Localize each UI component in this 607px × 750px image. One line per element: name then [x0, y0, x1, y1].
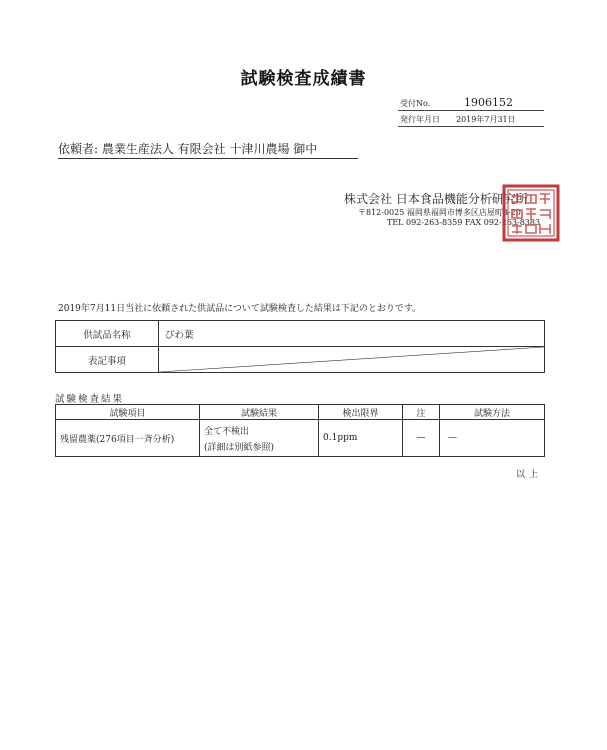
issue-date-label: 発行年月日 — [400, 115, 440, 124]
closing-mark: 以上 — [516, 470, 543, 480]
intro-text: 2019年7月11日当社に依頼された供試品について試験検査した結果は下記のとおりです。 — [58, 304, 422, 314]
result-line-2: (詳細は別紙参照) — [204, 442, 275, 453]
result-line-1: 全て不検出 — [204, 426, 250, 437]
results-table — [55, 404, 545, 457]
cell-detection-limit: 0.1ppm — [319, 420, 403, 457]
header-test-item: 試験項目 — [56, 405, 200, 420]
header-test-method: 試験方法 — [440, 405, 545, 420]
receipt-number-value: 1906152 — [464, 96, 513, 109]
results-header-row — [56, 405, 545, 420]
header-test-result: 試験結果 — [200, 405, 319, 420]
header-detection-limit: 検出限界 — [319, 405, 403, 420]
diagonal-strike-line — [159, 347, 544, 372]
client-name: 依頼者: 農業生産法人 有限会社 十津川農場 御中 — [58, 140, 358, 159]
receipt-number-row — [398, 96, 544, 111]
results-section-title: 試験検査結果 — [55, 394, 125, 405]
sample-name-label: 供試品名称 — [56, 321, 159, 347]
issue-date-value: 2019年7月31日 — [456, 115, 516, 124]
cell-test-method: — — [440, 420, 545, 457]
sample-info-table — [55, 320, 545, 373]
notation-label: 表記事項 — [56, 347, 159, 373]
company-name: 株式会社 日本食品機能分析研究所 — [344, 192, 528, 206]
company-phone-fax: TEL 092-263-8359 FAX 092-263-8383 — [387, 218, 541, 227]
document-title: 試験検査成績書 — [240, 69, 367, 89]
sample-name-value: びわ葉 — [159, 321, 545, 347]
receipt-number-label: 受付No. — [400, 99, 431, 108]
company-seal-stamp — [502, 184, 560, 242]
company-address: 〒812-0025 福岡県福岡市博多区店屋町3-20 — [358, 208, 521, 217]
notation-value-blank — [159, 347, 545, 373]
cell-test-result — [200, 420, 319, 457]
issue-date-row — [398, 112, 544, 127]
sample-name-row — [56, 321, 545, 347]
header-note: 注 — [403, 405, 440, 420]
cell-test-item: 残留農薬(276項目一斉分析) — [56, 420, 200, 457]
table-row — [56, 420, 545, 457]
notation-row — [56, 347, 545, 373]
cell-note: — — [403, 420, 440, 457]
